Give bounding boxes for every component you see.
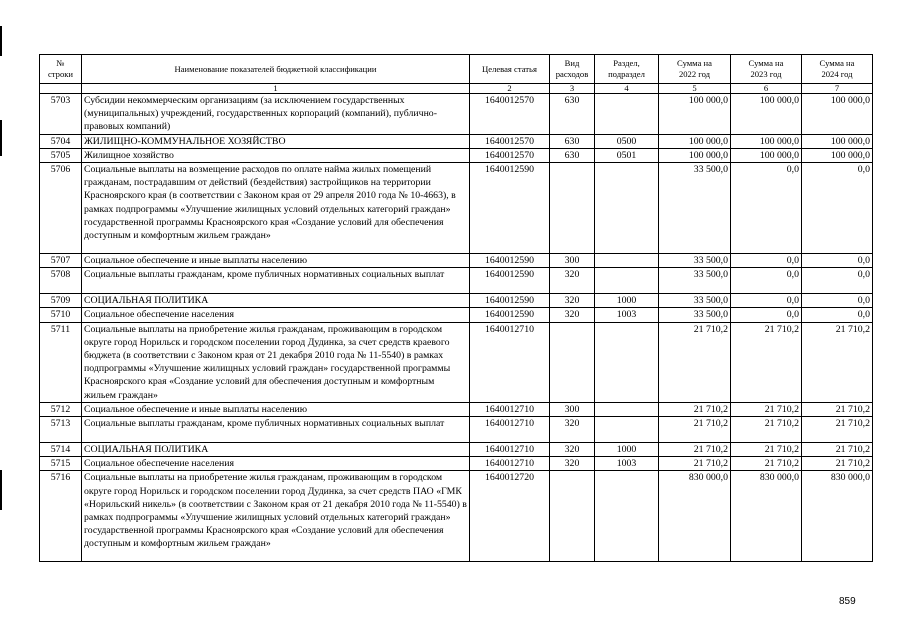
target-article-cell: 1640012710 — [470, 322, 550, 402]
sum-2022-cell: 33 500,0 — [659, 268, 731, 294]
section-cell: 0500 — [595, 134, 659, 148]
target-article-cell: 1640012720 — [470, 471, 550, 562]
expense-type-cell: 320 — [550, 308, 595, 322]
sum-2024-cell: 0,0 — [802, 163, 873, 254]
sum-2023-cell: 21 710,2 — [731, 457, 802, 471]
scan-edge-mark — [0, 120, 2, 156]
sum-2024-cell: 21 710,2 — [802, 417, 873, 443]
table-row — [40, 134, 873, 148]
expense-type-cell: 320 — [550, 294, 595, 308]
indicator-name-cell: Социальное обеспечение населения — [82, 308, 470, 322]
target-article-cell: 1640012710 — [470, 402, 550, 416]
budget-table — [39, 54, 873, 562]
expense-type-cell: 300 — [550, 254, 595, 268]
column-number: 2 — [470, 84, 550, 94]
header-expense-type: Вид расходов — [550, 55, 595, 84]
header-sum-2024: Сумма на 2024 год — [802, 55, 873, 84]
sum-2023-cell: 21 710,2 — [731, 402, 802, 416]
header-sum-2022: Сумма на 2022 год — [659, 55, 731, 84]
row-number-cell: 5707 — [40, 254, 82, 268]
sum-2022-cell: 21 710,2 — [659, 322, 731, 402]
column-number: 4 — [595, 84, 659, 94]
expense-type-cell: 630 — [550, 94, 595, 135]
expense-type-cell — [550, 471, 595, 562]
scan-edge-mark — [0, 470, 2, 510]
target-article-cell: 1640012590 — [470, 294, 550, 308]
indicator-name-cell: Субсидии некоммерческим организациям (за исключением государственных (муниципальных) учреждений, государственных корпораций (компаний), публично-правовых компаний) — [82, 94, 470, 135]
sum-2022-cell: 21 710,2 — [659, 457, 731, 471]
sum-2024-cell: 0,0 — [802, 268, 873, 294]
row-number-cell: 5706 — [40, 163, 82, 254]
table-row — [40, 308, 873, 322]
target-article-cell: 1640012590 — [470, 308, 550, 322]
sum-2023-cell: 100 000,0 — [731, 134, 802, 148]
header-indicator-name: Наименование показателей бюджетной классификации — [82, 55, 470, 84]
row-number-cell: 5705 — [40, 148, 82, 162]
table-row — [40, 471, 873, 562]
section-cell — [595, 471, 659, 562]
sum-2024-cell: 100 000,0 — [802, 94, 873, 135]
sum-2024-cell: 21 710,2 — [802, 443, 873, 457]
column-number: 7 — [802, 84, 873, 94]
table-row — [40, 148, 873, 162]
indicator-name-cell: СОЦИАЛЬНАЯ ПОЛИТИКА — [82, 443, 470, 457]
row-number-cell: 5709 — [40, 294, 82, 308]
sum-2022-cell: 33 500,0 — [659, 308, 731, 322]
table-row — [40, 268, 873, 294]
target-article-cell: 1640012570 — [470, 134, 550, 148]
indicator-name-cell: Социальные выплаты гражданам, кроме публичных нормативных социальных выплат — [82, 268, 470, 294]
sum-2024-cell: 21 710,2 — [802, 322, 873, 402]
row-number-cell: 5703 — [40, 94, 82, 135]
sum-2022-cell: 100 000,0 — [659, 148, 731, 162]
sum-2024-cell: 21 710,2 — [802, 402, 873, 416]
sum-2023-cell: 21 710,2 — [731, 443, 802, 457]
section-cell — [595, 163, 659, 254]
indicator-name-cell: ЖИЛИЩНО-КОММУНАЛЬНОЕ ХОЗЯЙСТВО — [82, 134, 470, 148]
target-article-cell: 1640012590 — [470, 268, 550, 294]
indicator-name-cell: Социальное обеспечение и иные выплаты населению — [82, 402, 470, 416]
section-cell: 0501 — [595, 148, 659, 162]
sum-2023-cell: 100 000,0 — [731, 148, 802, 162]
target-article-cell: 1640012570 — [470, 148, 550, 162]
sum-2023-cell: 21 710,2 — [731, 322, 802, 402]
sum-2022-cell: 100 000,0 — [659, 94, 731, 135]
header-sum-2023: Сумма на 2023 год — [731, 55, 802, 84]
row-number-cell: 5710 — [40, 308, 82, 322]
sum-2022-cell: 100 000,0 — [659, 134, 731, 148]
expense-type-cell: 630 — [550, 148, 595, 162]
sum-2024-cell: 0,0 — [802, 254, 873, 268]
sum-2022-cell: 33 500,0 — [659, 163, 731, 254]
section-cell — [595, 402, 659, 416]
row-number-cell: 5712 — [40, 402, 82, 416]
expense-type-cell: 320 — [550, 443, 595, 457]
table-row — [40, 254, 873, 268]
indicator-name-cell: Социальное обеспечение и иные выплаты населению — [82, 254, 470, 268]
target-article-cell: 1640012590 — [470, 163, 550, 254]
column-number: 3 — [550, 84, 595, 94]
sum-2023-cell: 0,0 — [731, 254, 802, 268]
sum-2022-cell: 21 710,2 — [659, 443, 731, 457]
indicator-name-cell: Социальные выплаты гражданам, кроме публичных нормативных социальных выплат — [82, 417, 470, 443]
column-number: 5 — [659, 84, 731, 94]
section-cell: 1003 — [595, 457, 659, 471]
table-row — [40, 417, 873, 443]
indicator-name-cell: Жилищное хозяйство — [82, 148, 470, 162]
row-number-cell: 5715 — [40, 457, 82, 471]
row-number-cell: 5704 — [40, 134, 82, 148]
section-cell — [595, 268, 659, 294]
sum-2024-cell: 100 000,0 — [802, 134, 873, 148]
expense-type-cell — [550, 163, 595, 254]
sum-2023-cell: 0,0 — [731, 163, 802, 254]
table-row — [40, 294, 873, 308]
table-body — [40, 94, 873, 562]
table-row — [40, 322, 873, 402]
target-article-cell: 1640012710 — [470, 443, 550, 457]
row-number-cell: 5714 — [40, 443, 82, 457]
target-article-cell: 1640012710 — [470, 457, 550, 471]
column-number: 1 — [82, 84, 470, 94]
sum-2022-cell: 830 000,0 — [659, 471, 731, 562]
section-cell — [595, 417, 659, 443]
sum-2022-cell: 33 500,0 — [659, 254, 731, 268]
target-article-cell: 1640012570 — [470, 94, 550, 135]
indicator-name-cell: СОЦИАЛЬНАЯ ПОЛИТИКА — [82, 294, 470, 308]
indicator-name-cell: Социальные выплаты на приобретение жилья гражданам, проживающим в городском округе город Норильск и городском поселении город Дудинка, за счет средств краевого бюджета (в соответствии с Законом края от 21 декабря 2010 года № 11-5540) в рамках подпрограммы «Улучшение жилищных условий граждан» государственной программы Красноярского края «Создание условий для обеспечения доступным и комфортным жильем граждан» — [82, 322, 470, 402]
expense-type-cell: 320 — [550, 268, 595, 294]
row-number-cell: 5708 — [40, 268, 82, 294]
table-row — [40, 402, 873, 416]
column-number-row — [40, 84, 873, 94]
header-section: Раздел, подраздел — [595, 55, 659, 84]
expense-type-cell: 300 — [550, 402, 595, 416]
sum-2023-cell: 0,0 — [731, 294, 802, 308]
table-row — [40, 457, 873, 471]
sum-2023-cell: 0,0 — [731, 268, 802, 294]
sum-2024-cell: 0,0 — [802, 308, 873, 322]
section-cell — [595, 254, 659, 268]
indicator-name-cell: Социальные выплаты на приобретение жилья гражданам, проживающим в городском округе город Норильск и городском поселении город Дудинка, за счет средств ПАО «ГМК «Норильский никель» (в соответствии с Законом края от 21 декабря 2010 года № 11-5540) в рамках подпрограммы «Улучшение жилищных условий отдельных категорий граждан» государственной программы Красноярского края «Создание условий для обеспечения доступным и комфортным жильем граждан» — [82, 471, 470, 562]
target-article-cell: 1640012590 — [470, 254, 550, 268]
expense-type-cell — [550, 322, 595, 402]
section-cell — [595, 94, 659, 135]
sum-2024-cell: 21 710,2 — [802, 457, 873, 471]
sum-2023-cell: 830 000,0 — [731, 471, 802, 562]
table-row — [40, 163, 873, 254]
target-article-cell: 1640012710 — [470, 417, 550, 443]
section-cell: 1000 — [595, 294, 659, 308]
column-number — [40, 84, 82, 94]
indicator-name-cell: Социальные выплаты на возмещение расходов по оплате найма жилых помещений гражданам, пострадавшим от действий (бездействия) застройщиков на территории Красноярского края (в соответствии с Законом края от 29 апреля 2010 года № 10-4663), в рамках подпрограммы «Улучшение жилищных условий отдельных категорий граждан» государственной программы Красноярского края «Создание условий для обеспечения доступным и комфортным жильем граждан» — [82, 163, 470, 254]
sum-2022-cell: 21 710,2 — [659, 402, 731, 416]
sum-2024-cell: 830 000,0 — [802, 471, 873, 562]
indicator-name-cell: Социальное обеспечение населения — [82, 457, 470, 471]
sum-2022-cell: 33 500,0 — [659, 294, 731, 308]
expense-type-cell: 630 — [550, 134, 595, 148]
expense-type-cell: 320 — [550, 457, 595, 471]
table-row — [40, 94, 873, 135]
sum-2023-cell: 100 000,0 — [731, 94, 802, 135]
sum-2023-cell: 21 710,2 — [731, 417, 802, 443]
section-cell: 1003 — [595, 308, 659, 322]
sum-2024-cell: 100 000,0 — [802, 148, 873, 162]
column-number: 6 — [731, 84, 802, 94]
page-number: 859 — [839, 596, 856, 607]
section-cell: 1000 — [595, 443, 659, 457]
header-row-number: № строки — [40, 55, 82, 84]
table-row — [40, 443, 873, 457]
table-header-row — [40, 55, 873, 84]
row-number-cell: 5713 — [40, 417, 82, 443]
scan-edge-mark — [0, 26, 2, 56]
row-number-cell: 5716 — [40, 471, 82, 562]
sum-2023-cell: 0,0 — [731, 308, 802, 322]
sum-2022-cell: 21 710,2 — [659, 417, 731, 443]
sum-2024-cell: 0,0 — [802, 294, 873, 308]
row-number-cell: 5711 — [40, 322, 82, 402]
section-cell — [595, 322, 659, 402]
header-target-article: Целевая статья — [470, 55, 550, 84]
expense-type-cell: 320 — [550, 417, 595, 443]
